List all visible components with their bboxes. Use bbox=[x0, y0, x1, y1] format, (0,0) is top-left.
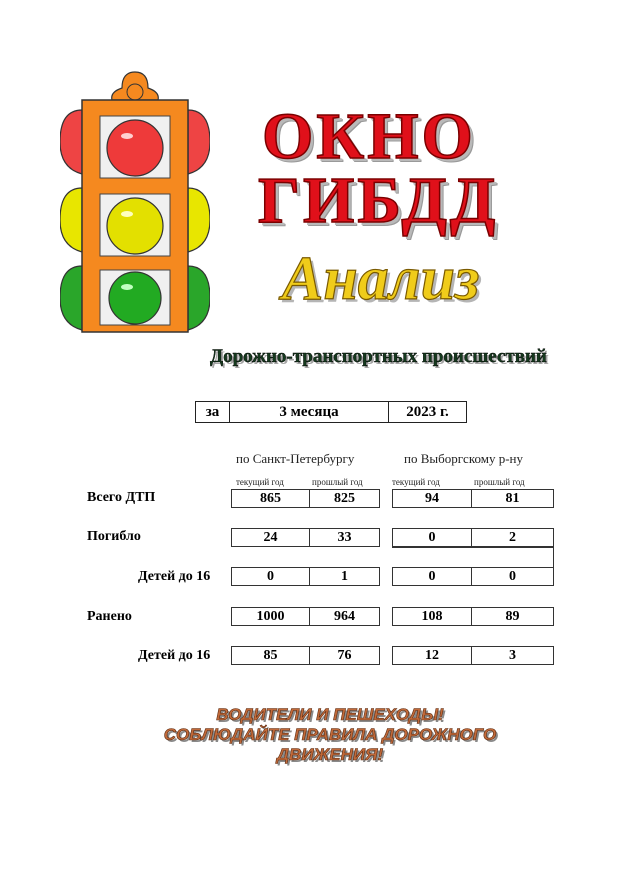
divider bbox=[392, 547, 554, 548]
footer-line: ДВИЖЕНИЯ! bbox=[276, 745, 384, 764]
table-cell: 3 bbox=[471, 646, 554, 665]
table-cell: 0 bbox=[231, 567, 310, 586]
table-cell: 865 bbox=[231, 489, 310, 508]
traffic-light-icon bbox=[60, 70, 210, 335]
table-cell: 89 bbox=[471, 607, 554, 626]
table-cell: 81 bbox=[471, 489, 554, 508]
table-cell: 108 bbox=[392, 607, 472, 626]
table-cell: 33 bbox=[309, 528, 380, 547]
period-box bbox=[195, 401, 467, 423]
table-cell: 0 bbox=[392, 567, 472, 586]
spb-previous-header: прошлый год bbox=[312, 477, 363, 487]
row-label-injured-children: Детей до 16 bbox=[138, 648, 211, 663]
spb-current-header: текущий год bbox=[236, 477, 284, 487]
row-label-injured: Ранено bbox=[87, 609, 132, 624]
period-label: за bbox=[195, 401, 230, 423]
table-cell: 2 bbox=[471, 528, 554, 547]
region-spb-header: по Санкт-Петербургу bbox=[236, 451, 355, 466]
row-label-total: Всего ДТП bbox=[87, 490, 156, 505]
footer-slogan bbox=[95, 705, 565, 765]
title-gibdd: ГИБДД bbox=[258, 164, 499, 237]
table-cell: 12 bbox=[392, 646, 472, 665]
table-cell: 76 bbox=[309, 646, 380, 665]
table-cell: 0 bbox=[471, 567, 554, 586]
region-vyborg-header: по Выборгскому р-ну bbox=[404, 451, 523, 466]
title-okno: ОКНО bbox=[262, 100, 476, 173]
subtitle: Дорожно-транспортных происшествий bbox=[210, 346, 547, 367]
table-cell: 1000 bbox=[231, 607, 310, 626]
table-cell: 24 bbox=[231, 528, 310, 547]
table-cell: 964 bbox=[309, 607, 380, 626]
table-cell: 85 bbox=[231, 646, 310, 665]
analysis-title: Анализ bbox=[282, 245, 480, 313]
table-cell: 1 bbox=[309, 567, 380, 586]
row-label-killed-children: Детей до 16 bbox=[138, 569, 211, 584]
table-cell: 0 bbox=[392, 528, 472, 547]
footer-line: ВОДИТЕЛИ И ПЕШЕХОДЫ! bbox=[216, 705, 444, 724]
row-label-killed: Погибло bbox=[87, 529, 141, 544]
table-cell: 825 bbox=[309, 489, 380, 508]
vyb-current-header: текущий год bbox=[392, 477, 440, 487]
divider bbox=[553, 547, 554, 568]
table-cell: 94 bbox=[392, 489, 472, 508]
footer-line: СОБЛЮДАЙТЕ ПРАВИЛА ДОРОЖНОГО bbox=[163, 725, 497, 744]
period-value: 3 месяца bbox=[229, 401, 389, 423]
vyb-previous-header: прошлый год bbox=[474, 477, 525, 487]
period-year: 2023 г. bbox=[388, 401, 467, 423]
